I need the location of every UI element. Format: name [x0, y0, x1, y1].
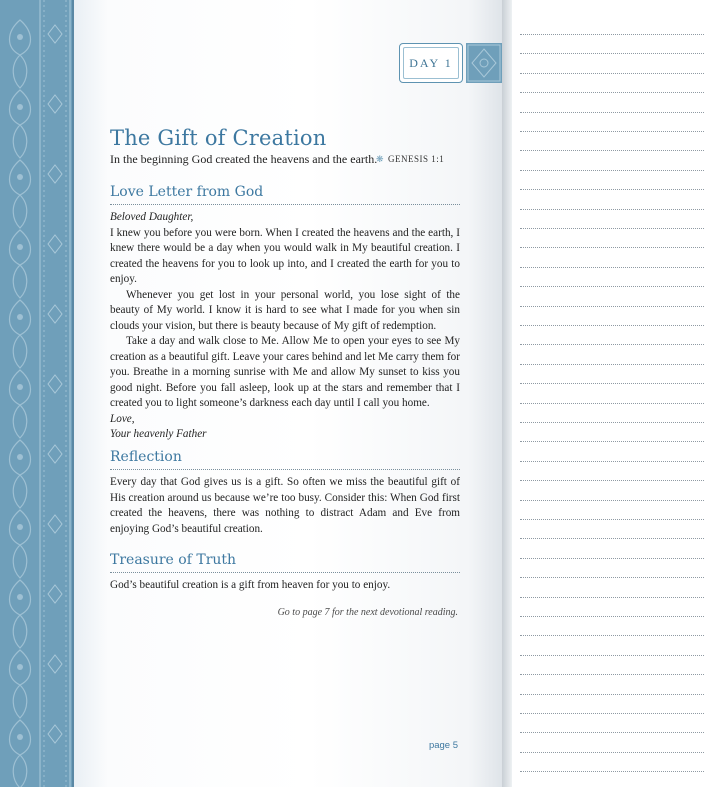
note-line	[520, 170, 704, 171]
page-title: The Gift of Creation	[110, 126, 327, 150]
note-line	[520, 150, 704, 151]
day-ornament-block	[466, 43, 502, 83]
note-line	[520, 577, 704, 578]
note-line	[520, 131, 704, 132]
reflection-text: Every day that God gives us is a gift. So often we miss the beautiful gift of His creation around us because we’re too busy. Consider this: When God first created the heavens, there was nothing to distract Adam and Eve from enjoying God’s beautiful creation.	[110, 476, 460, 535]
note-line	[520, 92, 704, 93]
note-line	[520, 422, 704, 423]
scripture-verse: In the beginning God created the heavens and the earth.	[110, 152, 378, 166]
note-line	[520, 694, 704, 695]
note-line	[520, 616, 704, 617]
letter-closing: Love,	[110, 412, 135, 425]
notes-column	[512, 0, 714, 787]
note-line	[520, 771, 704, 772]
letter-paragraph: Take a day and walk close to Me. Allow Me to open your eyes to see My creation as a beautiful gift. Leave your cares behind and let Me carry them for you. Breathe in a morning sunrise with Me and allow My sunset to kiss you good night. Before you fall asleep, look up at the stars and remember that I created you to light someone’s darkness each day until I call you home.	[110, 335, 460, 409]
letter-paragraph: I knew you before you were born. When I created the heavens and the earth, I knew there would be a day when you would walk in My beautiful creation. I created the heavens for you to look up into, and I created the earth for you to enjoy.	[110, 226, 460, 285]
note-line	[520, 364, 704, 365]
note-line	[520, 267, 704, 268]
page-number: page 5	[428, 740, 458, 751]
note-line	[520, 713, 704, 714]
note-line	[520, 228, 704, 229]
note-line	[520, 53, 704, 54]
note-line	[520, 674, 704, 675]
note-line	[520, 441, 704, 442]
letter-signature: Your heavenly Father	[110, 428, 207, 440]
reflection-body	[110, 475, 460, 537]
letter-paragraph: Whenever you get lost in your personal world, you lose sight of the beauty of My world. I know it is hard to see what I made for you when sin clouds your vision, but there is beauty because of My gift of redemption.	[110, 288, 460, 332]
love-letter-body	[110, 210, 460, 443]
note-line	[520, 344, 704, 345]
note-line	[520, 403, 704, 404]
section-divider	[110, 469, 460, 470]
note-line	[520, 306, 704, 307]
day-label: DAY 1	[409, 55, 453, 70]
next-reading-note: Go to page 7 for the next devotional reading.	[277, 607, 458, 618]
note-line	[520, 538, 704, 539]
note-line	[520, 383, 704, 384]
love-letter-heading: Love Letter from God	[110, 184, 264, 200]
ornament-bullet-icon: ❋	[376, 154, 385, 164]
treasure-heading: Treasure of Truth	[110, 552, 237, 568]
note-line	[520, 732, 704, 733]
note-line	[520, 635, 704, 636]
note-line	[520, 519, 704, 520]
note-line	[520, 655, 704, 656]
note-line	[520, 189, 704, 190]
note-line	[520, 34, 704, 35]
note-line	[520, 209, 704, 210]
scripture-reference	[376, 154, 444, 165]
note-line	[520, 247, 704, 248]
note-line	[520, 286, 704, 287]
section-divider	[110, 204, 460, 205]
reflection-heading: Reflection	[110, 449, 182, 465]
day-tab-flourish-icon	[380, 57, 400, 58]
note-line	[520, 461, 704, 462]
scripture-reference-text: GENESIS 1:1	[388, 154, 445, 164]
treasure-text: God’s beautiful creation is a gift from heaven for you to enjoy.	[110, 579, 391, 591]
note-line	[520, 73, 704, 74]
note-line	[520, 752, 704, 753]
section-divider	[110, 572, 460, 573]
note-line	[520, 325, 704, 326]
day-tab	[399, 43, 463, 83]
ornamental-border	[0, 0, 72, 787]
note-line	[520, 558, 704, 559]
treasure-body	[110, 578, 460, 594]
note-line	[520, 480, 704, 481]
note-line	[520, 597, 704, 598]
note-line	[520, 500, 704, 501]
page-spine	[502, 0, 512, 787]
letter-salutation: Beloved Daughter,	[110, 211, 194, 223]
note-line	[520, 112, 704, 113]
